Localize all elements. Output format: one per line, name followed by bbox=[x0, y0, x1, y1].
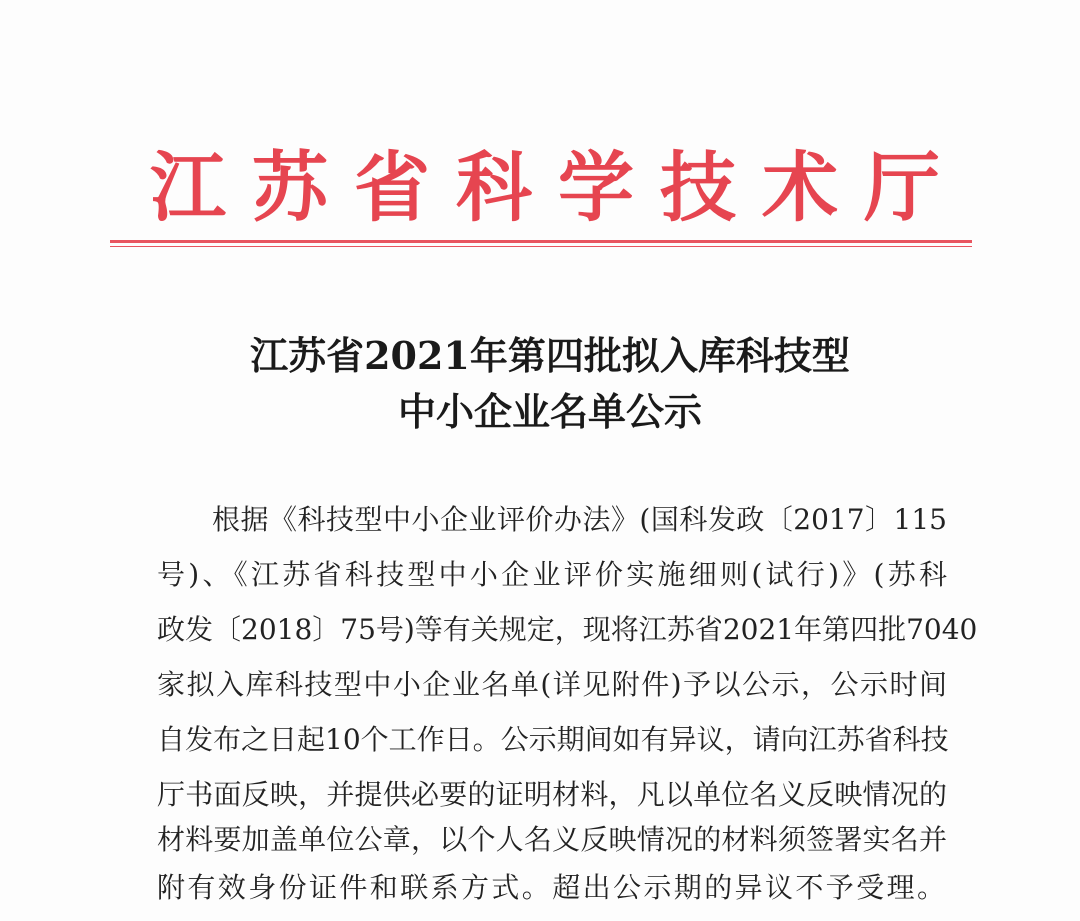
notice-title-line-1: 江苏省2021年第四批拟入库科技型 bbox=[250, 333, 850, 378]
letterhead-rule-thin bbox=[110, 246, 972, 247]
body-line-8: 附有效身份证件和联系方式。超出公示期的异议不予受理。 bbox=[157, 871, 948, 904]
body-line-3: 政发〔2018〕75号)等有关规定，现将江苏省2021年第四批7040 bbox=[157, 613, 978, 646]
notice-title-line-2: 中小企业名单公示 bbox=[397, 389, 702, 434]
body-line-6: 厅书面反映，并提供必要的证明材料，凡以单位名义反映情况的 bbox=[157, 778, 947, 811]
letterhead-rule-thick bbox=[110, 240, 972, 243]
body-line-4: 家拟入库科技型中小企业名单(详见附件)予以公示，公示时间 bbox=[157, 668, 947, 701]
body-line-7: 材料要加盖单位公章，以个人名义反映情况的材料须签署实名并 bbox=[157, 823, 947, 856]
body-line-2: 号)、《江苏省科技型中小企业评价实施细则(试行)》(苏科 bbox=[157, 558, 947, 591]
letterhead-agency-name: 江苏省科学技术厅 bbox=[150, 143, 966, 232]
body-line-1: 根据《科技型中小企业评价办法》(国科发政〔2017〕115 bbox=[212, 503, 947, 536]
body-line-5: 自发布之日起10个工作日。公示期间如有异议，请向江苏省科技 bbox=[157, 723, 949, 756]
